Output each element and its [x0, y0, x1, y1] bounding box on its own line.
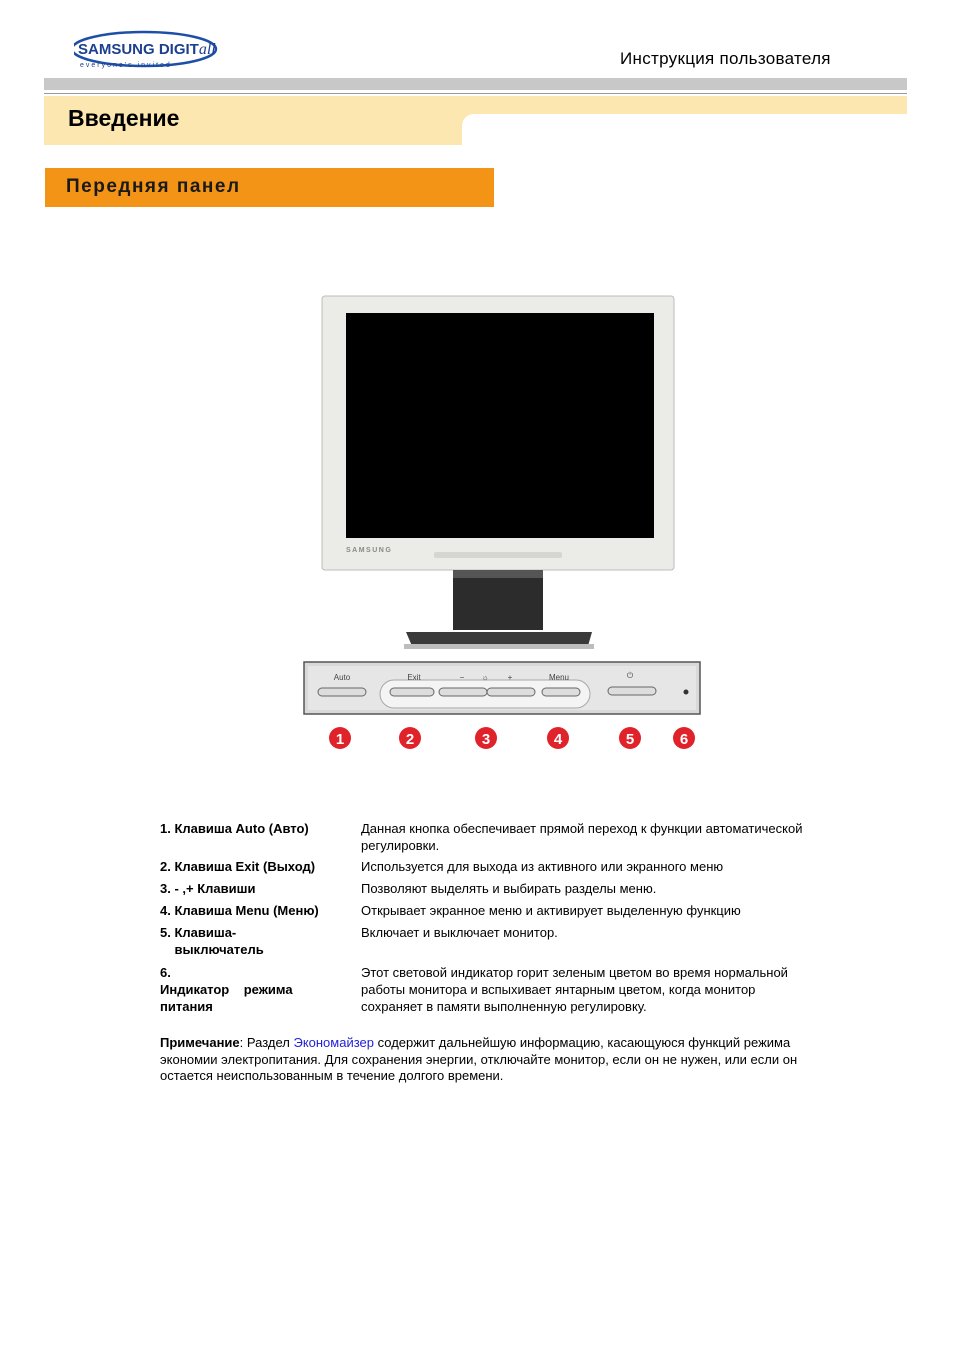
exit-button-label: Exit [407, 673, 421, 682]
subsection-title: Передняя панел [66, 176, 241, 197]
callout-4: 4 [553, 731, 563, 748]
power-indicator [684, 690, 689, 695]
list-item [160, 880, 810, 898]
menu-button [542, 688, 580, 696]
minus-button [439, 688, 487, 696]
callout-1: 1 [335, 731, 345, 748]
exit-button [390, 688, 434, 696]
item-description: Включает и выключает монитор. [361, 925, 558, 940]
monitor-screen [346, 313, 654, 538]
callout-6: 6 [679, 731, 689, 748]
item-description: Позволяют выделять и выбирать разделы меню. [361, 881, 657, 896]
item-description: Открывает экранное меню и активирует выделенную функцию [361, 903, 741, 918]
note-paragraph: Примечание: Раздел Экономайзер содержит дальнейшую информацию, касающуюся функций режима экономии электропитания. Для сохранения энергии, отключайте монитор, если он не нужен, или если он остается неиспользованным в течение долгого времени. [160, 1035, 798, 1083]
power-icon: ⏻ [626, 671, 634, 680]
item-label: 4. Клавиша Menu (Меню) [160, 903, 319, 918]
header-divider [44, 93, 907, 94]
auto-button [318, 688, 366, 696]
section-title: Введение [68, 105, 180, 131]
item-description: Данная кнопка обеспечивает прямой переход к функции автоматической регулировки. [361, 821, 803, 853]
list-item [160, 964, 810, 1016]
menu-button-label: Menu [548, 673, 570, 682]
header-band [44, 78, 907, 90]
item-description: Используется для выхода из активного или экранного меню [361, 859, 724, 874]
list-item [160, 924, 810, 960]
svg-text:everyone's invited: everyone's invited [80, 62, 172, 69]
list-item [160, 820, 810, 854]
samsung-logo [74, 30, 224, 72]
callout-3: 3 [481, 731, 491, 748]
item-label: 6. Индикатор режима питания [160, 965, 293, 1014]
item-label: 5. Клавиша- выключатель [160, 925, 264, 957]
callout-2: 2 [405, 731, 415, 748]
note-label: Примечание [160, 1035, 240, 1050]
item-label: 3. - ,+ Клавиши [160, 881, 256, 896]
power-button [608, 687, 656, 695]
brightness-icon: ☼ [481, 673, 489, 682]
manual-title: Инструкция пользователя [620, 49, 831, 68]
plus-button [487, 688, 535, 696]
auto-button-label: Auto [333, 673, 351, 682]
button-description-list [160, 820, 810, 1020]
item-label: 1. Клавиша Auto (Авто) [160, 821, 309, 836]
svg-text:SAMSUNG DIGITall: SAMSUNG DIGITall [78, 41, 216, 58]
plus-button-label: + [507, 673, 513, 682]
item-description: Этот световой индикатор горит зеленым цветом во время нормальной работы монитора и вспыхивает янтарным цветом, когда монитор сохраняет в памяти выполненную регулировку. [361, 965, 788, 1014]
item-label: 2. Клавиша Exit (Выход) [160, 859, 316, 874]
list-item [160, 858, 810, 876]
list-item [160, 902, 810, 920]
monitor-brand-label: SAMSUNG [346, 547, 393, 554]
monitor-front-illustration [296, 290, 712, 760]
minus-button-label: − [459, 673, 465, 682]
callout-5: 5 [625, 731, 635, 748]
economizer-link[interactable]: Экономайзер [293, 1035, 374, 1050]
